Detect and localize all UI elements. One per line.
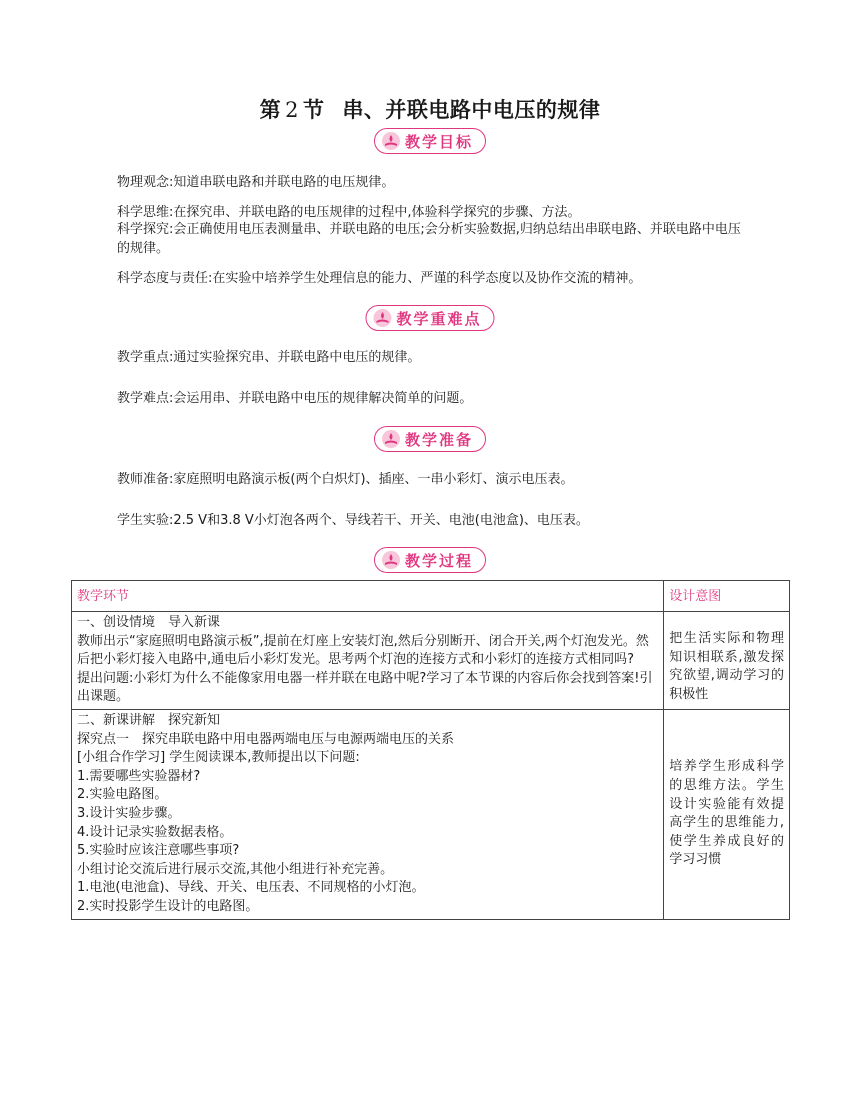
stage-line: 4.设计记录实验数据表格。 [77,824,233,840]
section-title-goals: 教学目标 [404,132,474,151]
stage-line: 探究点一 探究串联电路中用电器两端电压与电源两端电压的关系 [77,731,455,747]
stage-line: 1.需要哪些实验器材? [77,768,201,784]
section-badge-preparation [374,426,486,452]
book-flame-icon [381,429,401,449]
book-flame-icon [381,131,401,151]
title-name: 串、并联电路中电压的规律 [342,98,601,122]
header-intent: 设计意图 [664,581,790,612]
book-flame-icon [381,550,401,570]
title-prefix: 第 [259,98,282,122]
book-flame-icon [372,308,392,328]
stage-cell [72,709,664,919]
section-title-process: 教学过程 [404,551,474,570]
stage-line: 提出问题:小彩灯为什么不能像家用电器一样并联在电路中呢?学习了本节课的内容后你会找到答案!引出课题。 [77,670,653,705]
stage-line: 一、创设情境 导入新课 [77,615,221,630]
stage-cell [72,612,664,710]
section-badge-key-points [365,305,494,331]
stage-line: 2.实时投影学生设计的电路图。 [77,898,259,914]
stage-line: 教师出示“家庭照明电路演示板”,提前在灯座上安装灯泡,然后分别断开、闭合开关,两个灯泡发光。然后把小彩灯接入电路中,通电后小彩灯发光。思考两个灯泡的连接方式和小彩灯的连接方式相同吗? [77,633,649,668]
goal-item: 科学探究:会正确使用电压表测量串、并联电路的电压;会分析实验数据,归纳总结出串联电路、并联电路中电压的规律。 [117,222,741,256]
key-point-item: 教学难点:会运用串、并联电路中电压的规律解决简单的问题。 [117,391,473,406]
stage-line: [小组合作学习] 学生阅读课本,教师提出以下问题: [77,750,360,766]
stage-line: 5.实验时应该注意哪些事项? [77,843,240,859]
stage-line: 1.电池(电池盒)、导线、开关、电压表、不同规格的小灯泡。 [77,880,425,896]
table-row [72,709,790,919]
section-badge-goals [374,128,486,154]
stage-line: 2.实验电路图。 [77,787,168,803]
goal-item: 科学态度与责任:在实验中培养学生处理信息的能力、严谨的科学态度以及协作交流的精神。 [117,271,642,286]
preparation-item: 教师准备:家庭照明电路演示板(两个白炽灯)、插座、一串小彩灯、演示电压表。 [117,472,574,487]
title-suffix: 节 [302,98,325,122]
section-title-key-points: 教学重难点 [396,309,482,328]
process-table [71,580,790,920]
intent-cell: 把生活实际和物理知识相联系,激发探究欲望,调动学习的积极性 [664,612,790,710]
section-title-preparation: 教学准备 [404,430,474,449]
intent-cell: 培养学生形成科学的思维方法。学生设计实验能有效提高学生的思维能力,使学生养成良好的学习习惯 [664,709,790,919]
goal-item: 物理观念:知道串联电路和并联电路的电压规律。 [117,175,395,190]
page-title [0,94,860,124]
goal-item: 科学思维:在探究串、并联电路的电压规律的过程中,体验科学探究的步骤、方法。 [117,205,581,220]
key-point-item: 教学重点:通过实验探究串、并联电路中电压的规律。 [117,350,421,365]
table-row [72,612,790,710]
stage-line: 小组讨论交流后进行展示交流,其他小组进行补充完善。 [77,861,394,877]
header-stage: 教学环节 [72,581,664,612]
stage-line: 3.设计实验步骤。 [77,805,181,821]
section-badge-process [374,547,486,573]
stage-line: 二、新课讲解 探究新知 [77,712,221,728]
preparation-item: 学生实验:2.5 V和3.8 V小灯泡各两个、导线若干、开关、电池(电池盒)、电压表。 [117,513,589,528]
title-num: 2 [285,98,299,122]
table-header-row [72,581,790,612]
